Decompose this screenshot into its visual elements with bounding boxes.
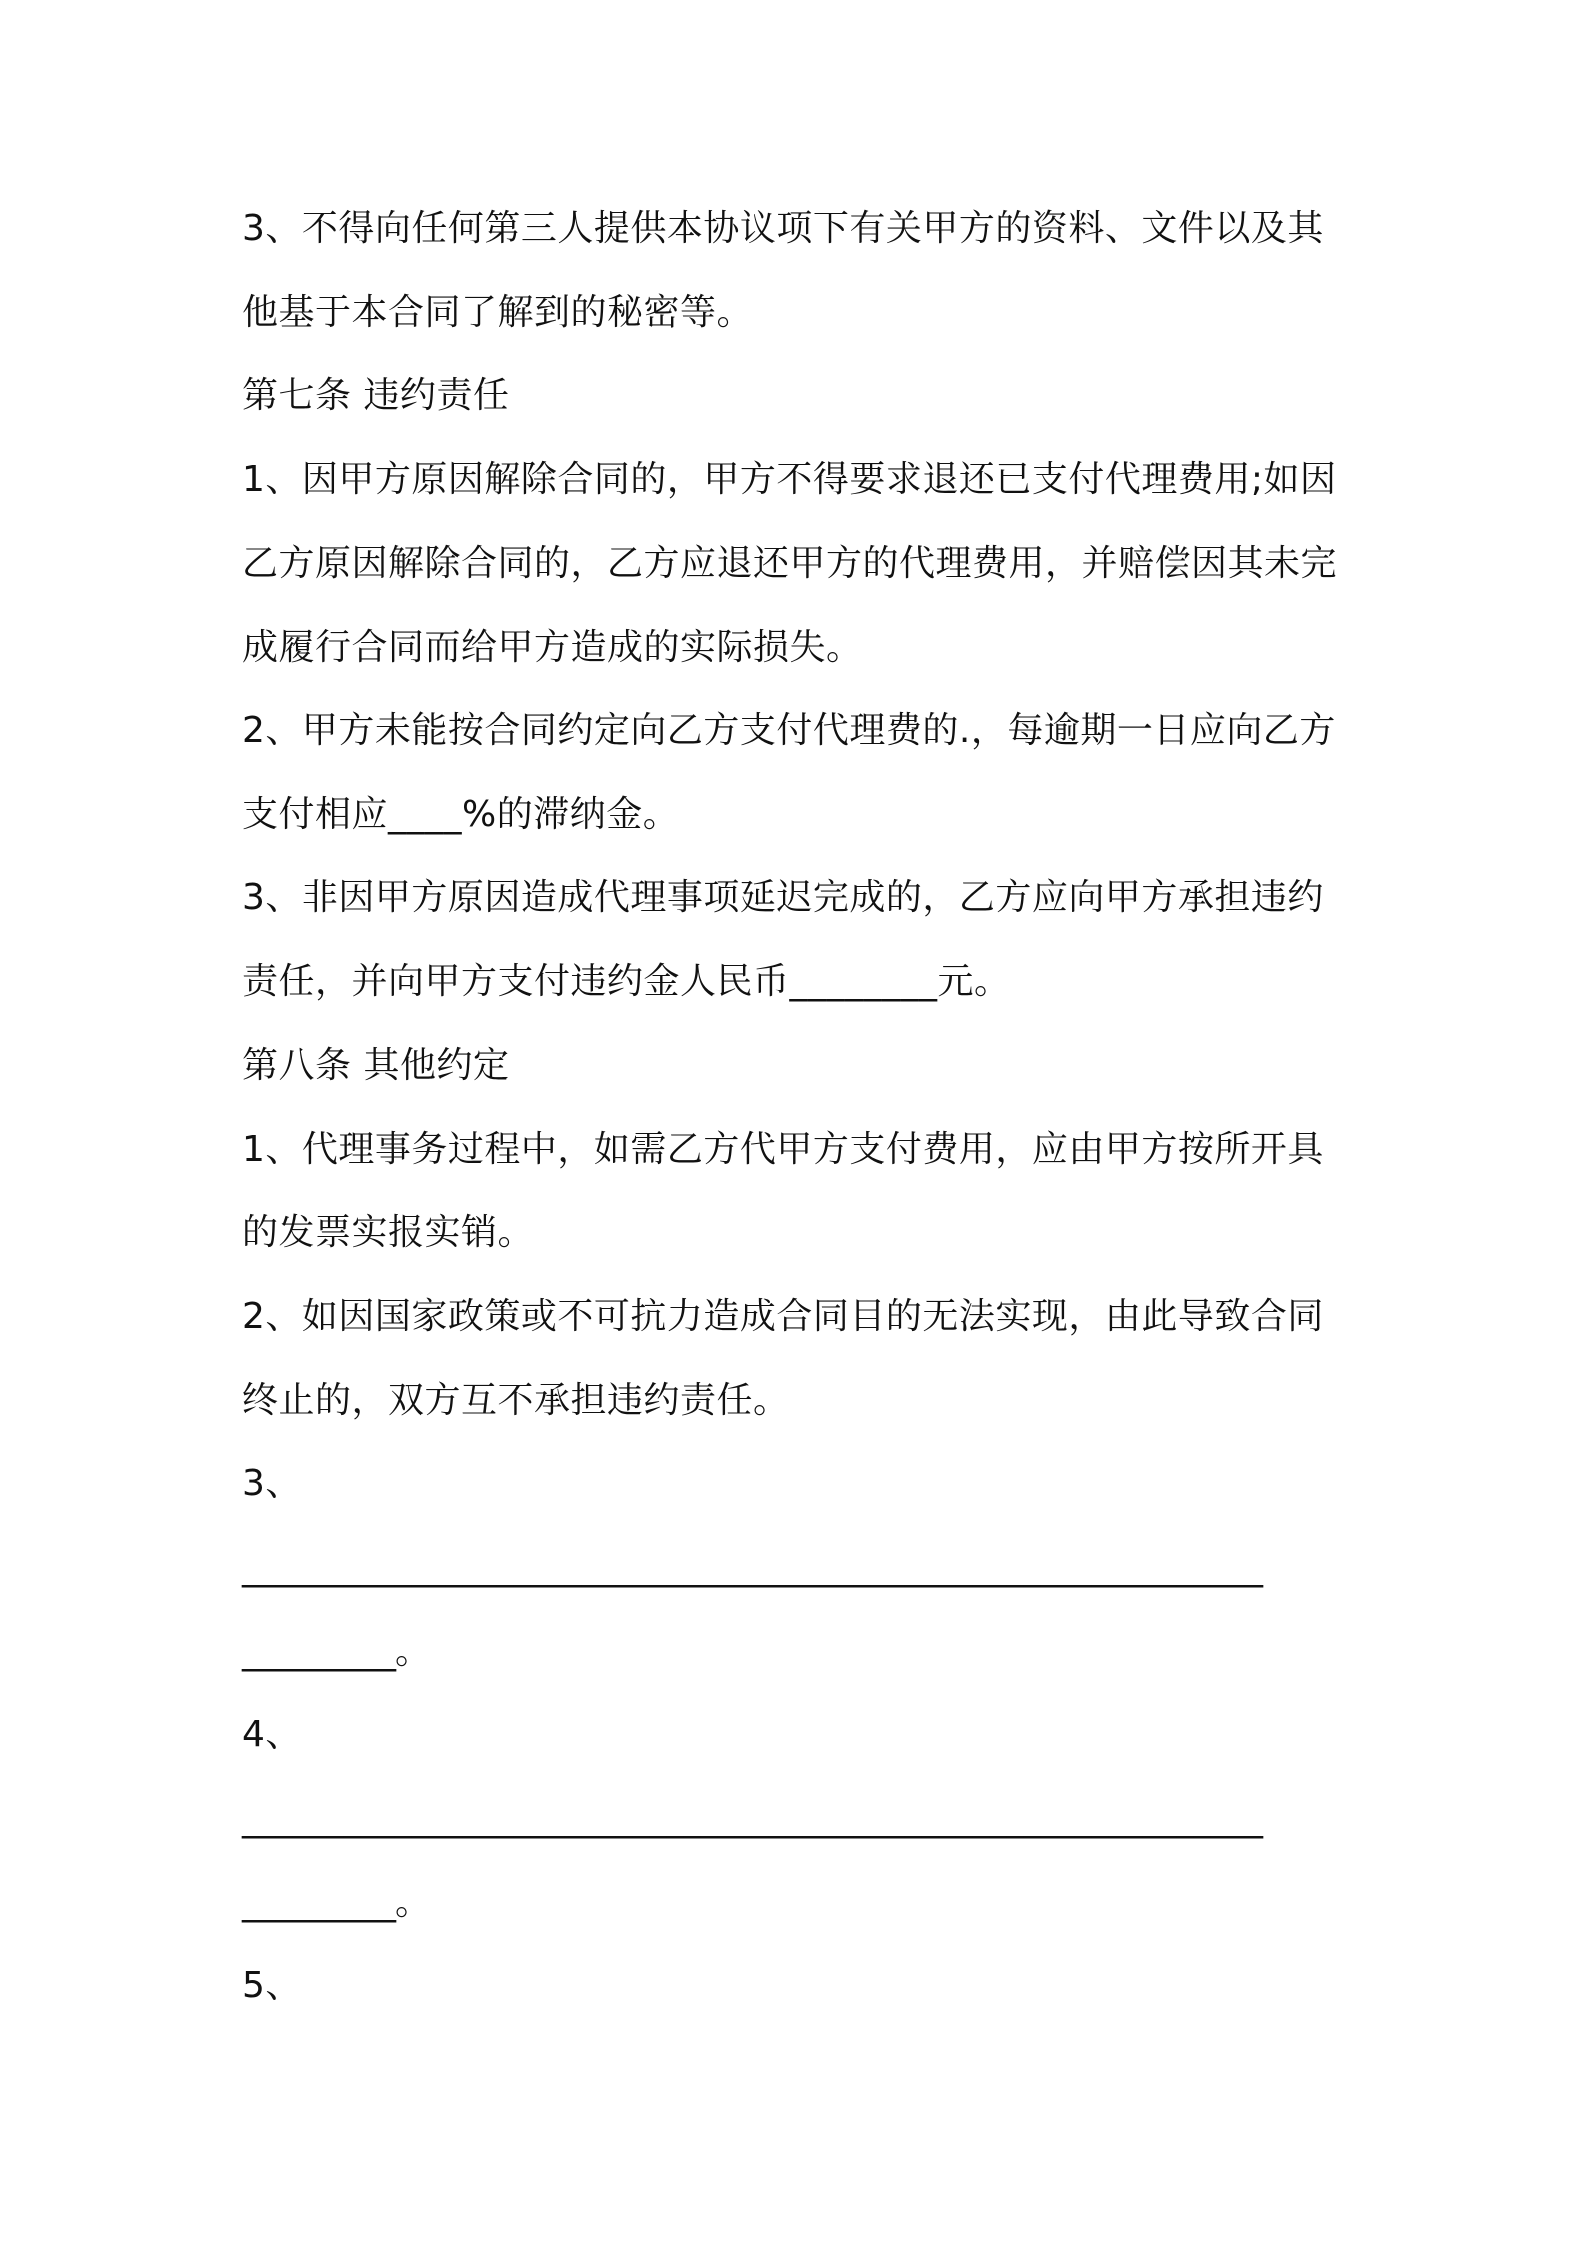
clause-7-item-2-line-1: 2、甲方未能按合同约定向乙方支付代理费的.，每逾期一日应向乙方 xyxy=(242,710,1336,751)
clause-8-item-3-blank-line: ____________________________________________________________ xyxy=(242,1547,1262,1588)
clause-7-item-1-line-1: 1、因甲方原因解除合同的，甲方不得要求退还已支付代理费用;如因 xyxy=(242,459,1337,500)
clause-7-item-2-line-2: 支付相应____%的滞纳金。 xyxy=(242,794,680,835)
clause-6-item-3-line-2: 他基于本合同了解到的秘密等。 xyxy=(242,292,754,333)
clause-8-item-2-line-1: 2、如因国家政策或不可抗力造成合同目的无法实现，由此导致合同 xyxy=(242,1296,1324,1337)
clause-8-item-4-number: 4、 xyxy=(242,1714,302,1755)
clause-7-item-3-line-2: 责任，并向甲方支付违约金人民币________元。 xyxy=(242,961,1011,1002)
article-8-heading: 第八条 其他约定 xyxy=(242,1045,510,1086)
clause-8-item-1-line-1: 1、代理事务过程中，如需乙方代甲方支付费用，应由甲方按所开具 xyxy=(242,1129,1324,1170)
clause-8-item-3-number: 3、 xyxy=(242,1463,302,1504)
clause-7-item-1-line-3: 成履行合同而给甲方造成的实际损失。 xyxy=(242,627,863,668)
clause-8-item-4-blank-end: _________。 xyxy=(242,1882,431,1923)
clause-6-item-3-line-1: 3、不得向任何第三人提供本协议项下有关甲方的资料、文件以及其 xyxy=(242,208,1324,249)
clause-8-item-4-blank-line: ____________________________________________________________ xyxy=(242,1798,1262,1839)
article-7-heading: 第七条 违约责任 xyxy=(242,375,510,416)
clause-8-item-5-number: 5、 xyxy=(242,1965,302,2006)
clause-8-item-2-line-2: 终止的，双方互不承担违约责任。 xyxy=(242,1380,790,1421)
clause-7-item-1-line-2: 乙方原因解除合同的，乙方应退还甲方的代理费用，并赔偿因其未完 xyxy=(242,543,1338,584)
clause-7-item-3-line-1: 3、非因甲方原因造成代理事项延迟完成的，乙方应向甲方承担违约 xyxy=(242,877,1324,918)
clause-8-item-3-blank-end: _________。 xyxy=(242,1631,431,1672)
clause-8-item-1-line-2: 的发票实报实销。 xyxy=(242,1212,535,1253)
